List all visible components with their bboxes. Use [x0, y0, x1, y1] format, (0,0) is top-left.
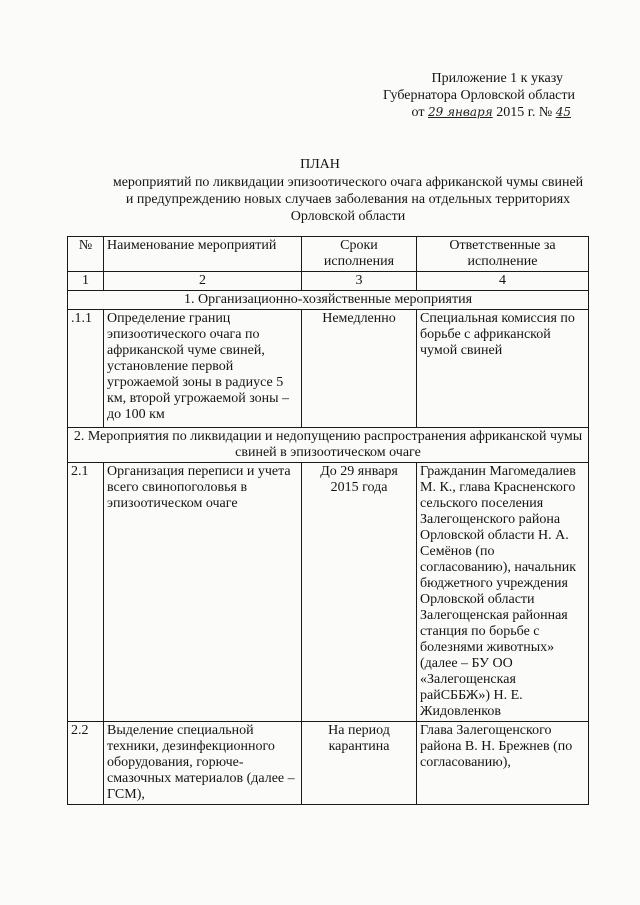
- column-numbers-row: [68, 272, 589, 291]
- annex-year: 2015 г. №: [496, 105, 553, 120]
- row-deadline: До 29 января 2015 года: [302, 463, 417, 722]
- section-row: [68, 291, 589, 310]
- document-subtitle: мероприятий по ликвидации эпизоотического очага африканской чумы свиней и предупреждению новых случаев заболевания на отдельных территориях Орловской области: [112, 175, 584, 224]
- annex-line-2: Губернатора Орловской области: [382, 88, 575, 103]
- column-number-3: 3: [302, 272, 417, 291]
- row-responsible: Специальная комиссия по борьбе с африканской чумой свиней: [417, 310, 589, 428]
- section-title: 1. Организационно-хозяйственные мероприятия: [68, 291, 589, 310]
- row-number: 2.2: [68, 722, 104, 805]
- header-num: №: [68, 237, 104, 272]
- row-number: .1.1: [68, 310, 104, 428]
- header-responsible: Ответственные за исполнение: [417, 237, 589, 272]
- column-number-4: 4: [417, 272, 589, 291]
- annex-date-prefix: от: [411, 105, 425, 120]
- table-row: [68, 722, 589, 805]
- row-responsible: Гражданин Магомедалиев М. К., глава Красненского сельского поселения Залегощенского района Орловской области Н. А. Семёнов (по согласованию), начальник бюджетного учреждения Орловской области Залегощенская районная станция по борьбе с болезнями животных» (далее – БУ ОО «Залегощенская райСББЖ») Н. Е. Жидовленков: [417, 463, 589, 722]
- row-responsible: Глава Залегощенского района В. Н. Брежнев (по согласованию),: [417, 722, 589, 805]
- table-row: [68, 463, 589, 722]
- row-deadline: Немедленно: [302, 310, 417, 428]
- annex-line-3: [367, 104, 627, 121]
- row-name: Определение границ эпизоотического очага по африканской чуме свиней, установление первой угрожаемой зоны в радиусе 5 км, второй угрожаемой зоны – до 100 км: [104, 310, 302, 428]
- section-title: 2. Мероприятия по ликвидации и недопущению распространения африканской чумы свиней в эпизоотическом очаге: [68, 428, 589, 463]
- table-row: [68, 310, 589, 428]
- annex-block: [367, 70, 627, 121]
- column-number-2: 2: [104, 272, 302, 291]
- row-name: Организация переписи и учета всего свинопоголовья в эпизоотическом очаге: [104, 463, 302, 722]
- document-title: ПЛАН: [300, 157, 340, 172]
- row-name: Выделение специальной техники, дезинфекционного оборудования, горюче-смазочных материалов (далее – ГСМ),: [104, 722, 302, 805]
- row-number: 2.1: [68, 463, 104, 722]
- header-row: [68, 237, 589, 272]
- row-deadline: На период карантина: [302, 722, 417, 805]
- annex-line-1: Приложение 1 к указу: [431, 71, 563, 86]
- column-number-1: 1: [68, 272, 104, 291]
- plan-table: [67, 236, 589, 805]
- header-deadline: Сроки исполнения: [302, 237, 417, 272]
- section-row: [68, 428, 589, 463]
- header-name: Наименование мероприятий: [104, 237, 302, 272]
- handwritten-date: 29 января: [427, 105, 493, 119]
- handwritten-number: 45: [555, 105, 571, 119]
